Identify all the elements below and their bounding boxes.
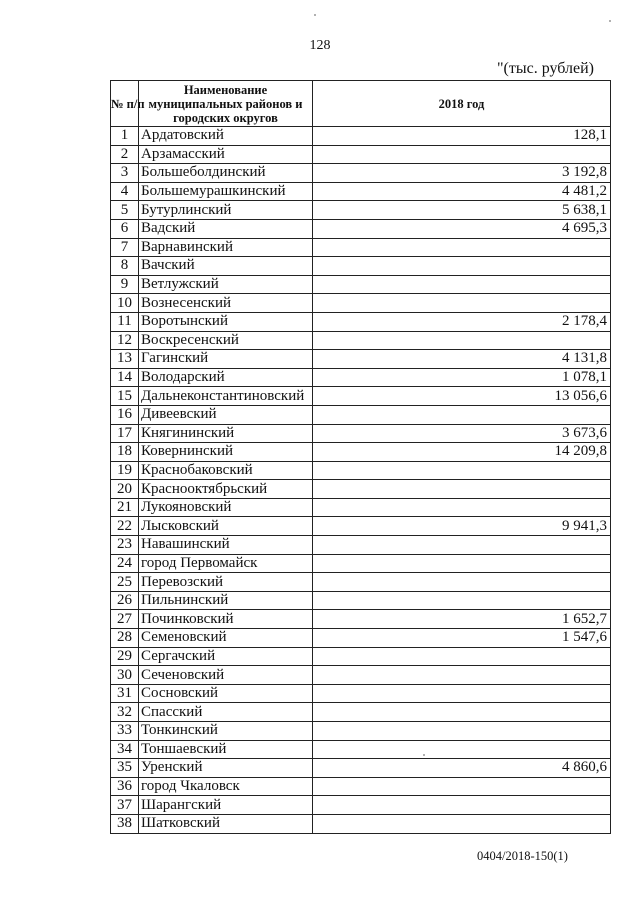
- table-row: [111, 201, 611, 220]
- row-name: Починковский: [139, 610, 313, 629]
- row-name: Краснооктябрьский: [139, 480, 313, 499]
- row-name: Сеченовский: [139, 666, 313, 685]
- table-row: [111, 536, 611, 555]
- row-number: 18: [111, 443, 139, 462]
- row-value: 3 673,6: [313, 424, 611, 443]
- row-value: [313, 498, 611, 517]
- units-caption: "(тыс. рублей): [497, 60, 594, 77]
- row-value: [313, 331, 611, 350]
- row-value: 4 481,2: [313, 182, 611, 201]
- table-row: [111, 461, 611, 480]
- table-row: [111, 610, 611, 629]
- row-number: 3: [111, 164, 139, 183]
- row-number: 38: [111, 814, 139, 833]
- row-value: 4 860,6: [313, 759, 611, 778]
- row-name: Варнавинский: [139, 238, 313, 257]
- row-name: Сергачский: [139, 647, 313, 666]
- row-name: Шарангский: [139, 796, 313, 815]
- header-num: № п/п: [111, 81, 139, 127]
- row-value: [313, 257, 611, 276]
- row-number: 17: [111, 424, 139, 443]
- row-number: 36: [111, 777, 139, 796]
- row-name: Большемурашкинский: [139, 182, 313, 201]
- row-number: 15: [111, 387, 139, 406]
- row-name: Воротынский: [139, 312, 313, 331]
- row-value: [313, 722, 611, 741]
- row-value: [313, 536, 611, 555]
- row-name: Навашинский: [139, 536, 313, 555]
- row-name: город Первомайск: [139, 554, 313, 573]
- table-row: [111, 517, 611, 536]
- table-row: [111, 796, 611, 815]
- table-row: [111, 647, 611, 666]
- row-value: [313, 591, 611, 610]
- row-name: Воскресенский: [139, 331, 313, 350]
- row-value: 9 941,3: [313, 517, 611, 536]
- row-name: Тонкинский: [139, 722, 313, 741]
- scan-speck: [314, 14, 316, 16]
- row-number: 21: [111, 498, 139, 517]
- row-value: [313, 461, 611, 480]
- row-number: 29: [111, 647, 139, 666]
- row-number: 4: [111, 182, 139, 201]
- row-number: 9: [111, 275, 139, 294]
- row-value: [313, 777, 611, 796]
- table-row: [111, 275, 611, 294]
- row-number: 37: [111, 796, 139, 815]
- scan-speck: [423, 754, 425, 756]
- row-value: 4 695,3: [313, 219, 611, 238]
- row-name: Лукояновский: [139, 498, 313, 517]
- table-row: [111, 257, 611, 276]
- row-value: 128,1: [313, 127, 611, 146]
- row-name: Уренский: [139, 759, 313, 778]
- table-row: [111, 219, 611, 238]
- row-number: 32: [111, 703, 139, 722]
- document-code: 0404/2018-150(1): [477, 849, 568, 863]
- table-row: [111, 554, 611, 573]
- row-number: 7: [111, 238, 139, 257]
- row-name: Дивеевский: [139, 405, 313, 424]
- row-value: [313, 480, 611, 499]
- table-row: [111, 182, 611, 201]
- table-row: [111, 350, 611, 369]
- row-name: Шатковский: [139, 814, 313, 833]
- table-row: [111, 443, 611, 462]
- row-name: Сосновский: [139, 684, 313, 703]
- row-value: [313, 238, 611, 257]
- table-row: [111, 480, 611, 499]
- row-name: Ардатовский: [139, 127, 313, 146]
- row-value: 2 178,4: [313, 312, 611, 331]
- row-number: 2: [111, 145, 139, 164]
- table-row: [111, 331, 611, 350]
- row-number: 13: [111, 350, 139, 369]
- table-row: [111, 722, 611, 741]
- row-name: Перевозский: [139, 573, 313, 592]
- row-value: [313, 814, 611, 833]
- row-value: [313, 703, 611, 722]
- row-value: [313, 684, 611, 703]
- row-number: 19: [111, 461, 139, 480]
- row-name: Вадский: [139, 219, 313, 238]
- table-row: [111, 740, 611, 759]
- table-row: [111, 405, 611, 424]
- table-row: [111, 759, 611, 778]
- table-row: [111, 684, 611, 703]
- row-number: 5: [111, 201, 139, 220]
- row-number: 27: [111, 610, 139, 629]
- row-number: 14: [111, 368, 139, 387]
- row-number: 16: [111, 405, 139, 424]
- row-value: [313, 573, 611, 592]
- header-name: Наименование муниципальных районов и городских округов: [139, 81, 313, 127]
- scan-speck: [609, 20, 611, 22]
- row-value: [313, 275, 611, 294]
- row-name: Спасский: [139, 703, 313, 722]
- table-row: [111, 164, 611, 183]
- table-row: [111, 703, 611, 722]
- table-row: [111, 814, 611, 833]
- table-header-row: [111, 81, 611, 127]
- row-name: Ветлужский: [139, 275, 313, 294]
- row-name: Бутурлинский: [139, 201, 313, 220]
- row-name: Арзамасский: [139, 145, 313, 164]
- page-number: 128: [309, 38, 331, 53]
- row-number: 31: [111, 684, 139, 703]
- row-value: [313, 294, 611, 313]
- row-value: 14 209,8: [313, 443, 611, 462]
- row-number: 1: [111, 127, 139, 146]
- row-value: [313, 740, 611, 759]
- row-name: Княгининский: [139, 424, 313, 443]
- row-number: 28: [111, 629, 139, 648]
- row-value: [313, 666, 611, 685]
- row-name: Краснобаковский: [139, 461, 313, 480]
- table-row: [111, 591, 611, 610]
- row-value: [313, 145, 611, 164]
- row-value: 3 192,8: [313, 164, 611, 183]
- row-value: [313, 405, 611, 424]
- row-name: Ковернинский: [139, 443, 313, 462]
- row-number: 34: [111, 740, 139, 759]
- row-value: 13 056,6: [313, 387, 611, 406]
- row-number: 35: [111, 759, 139, 778]
- row-number: 33: [111, 722, 139, 741]
- row-name: Семеновский: [139, 629, 313, 648]
- table-row: [111, 127, 611, 146]
- row-name: Вачский: [139, 257, 313, 276]
- table-row: [111, 629, 611, 648]
- row-number: 25: [111, 573, 139, 592]
- table-row: [111, 238, 611, 257]
- row-number: 30: [111, 666, 139, 685]
- table-row: [111, 368, 611, 387]
- row-name: Вознесенский: [139, 294, 313, 313]
- table-row: [111, 312, 611, 331]
- row-name: Пильнинский: [139, 591, 313, 610]
- row-number: 22: [111, 517, 139, 536]
- row-value: [313, 554, 611, 573]
- row-number: 8: [111, 257, 139, 276]
- row-value: 1 078,1: [313, 368, 611, 387]
- row-name: город Чкаловск: [139, 777, 313, 796]
- row-name: Володарский: [139, 368, 313, 387]
- table-row: [111, 294, 611, 313]
- row-number: 6: [111, 219, 139, 238]
- row-name: Лысковский: [139, 517, 313, 536]
- subsidy-table: [110, 80, 611, 834]
- row-name: Гагинский: [139, 350, 313, 369]
- row-number: 26: [111, 591, 139, 610]
- row-number: 23: [111, 536, 139, 555]
- table-row: [111, 498, 611, 517]
- row-value: 1 547,6: [313, 629, 611, 648]
- header-value: 2018 год: [313, 81, 611, 127]
- row-value: 4 131,8: [313, 350, 611, 369]
- table-body: [111, 127, 611, 834]
- row-value: 5 638,1: [313, 201, 611, 220]
- row-number: 11: [111, 312, 139, 331]
- row-name: Большеболдинский: [139, 164, 313, 183]
- row-name: Дальнеконстантиновский: [139, 387, 313, 406]
- table-row: [111, 573, 611, 592]
- row-number: 12: [111, 331, 139, 350]
- table-row: [111, 424, 611, 443]
- table-row: [111, 387, 611, 406]
- row-name: Тоншаевский: [139, 740, 313, 759]
- row-value: 1 652,7: [313, 610, 611, 629]
- row-number: 20: [111, 480, 139, 499]
- row-number: 24: [111, 554, 139, 573]
- table-row: [111, 145, 611, 164]
- row-value: [313, 647, 611, 666]
- table-row: [111, 777, 611, 796]
- row-value: [313, 796, 611, 815]
- table-row: [111, 666, 611, 685]
- row-number: 10: [111, 294, 139, 313]
